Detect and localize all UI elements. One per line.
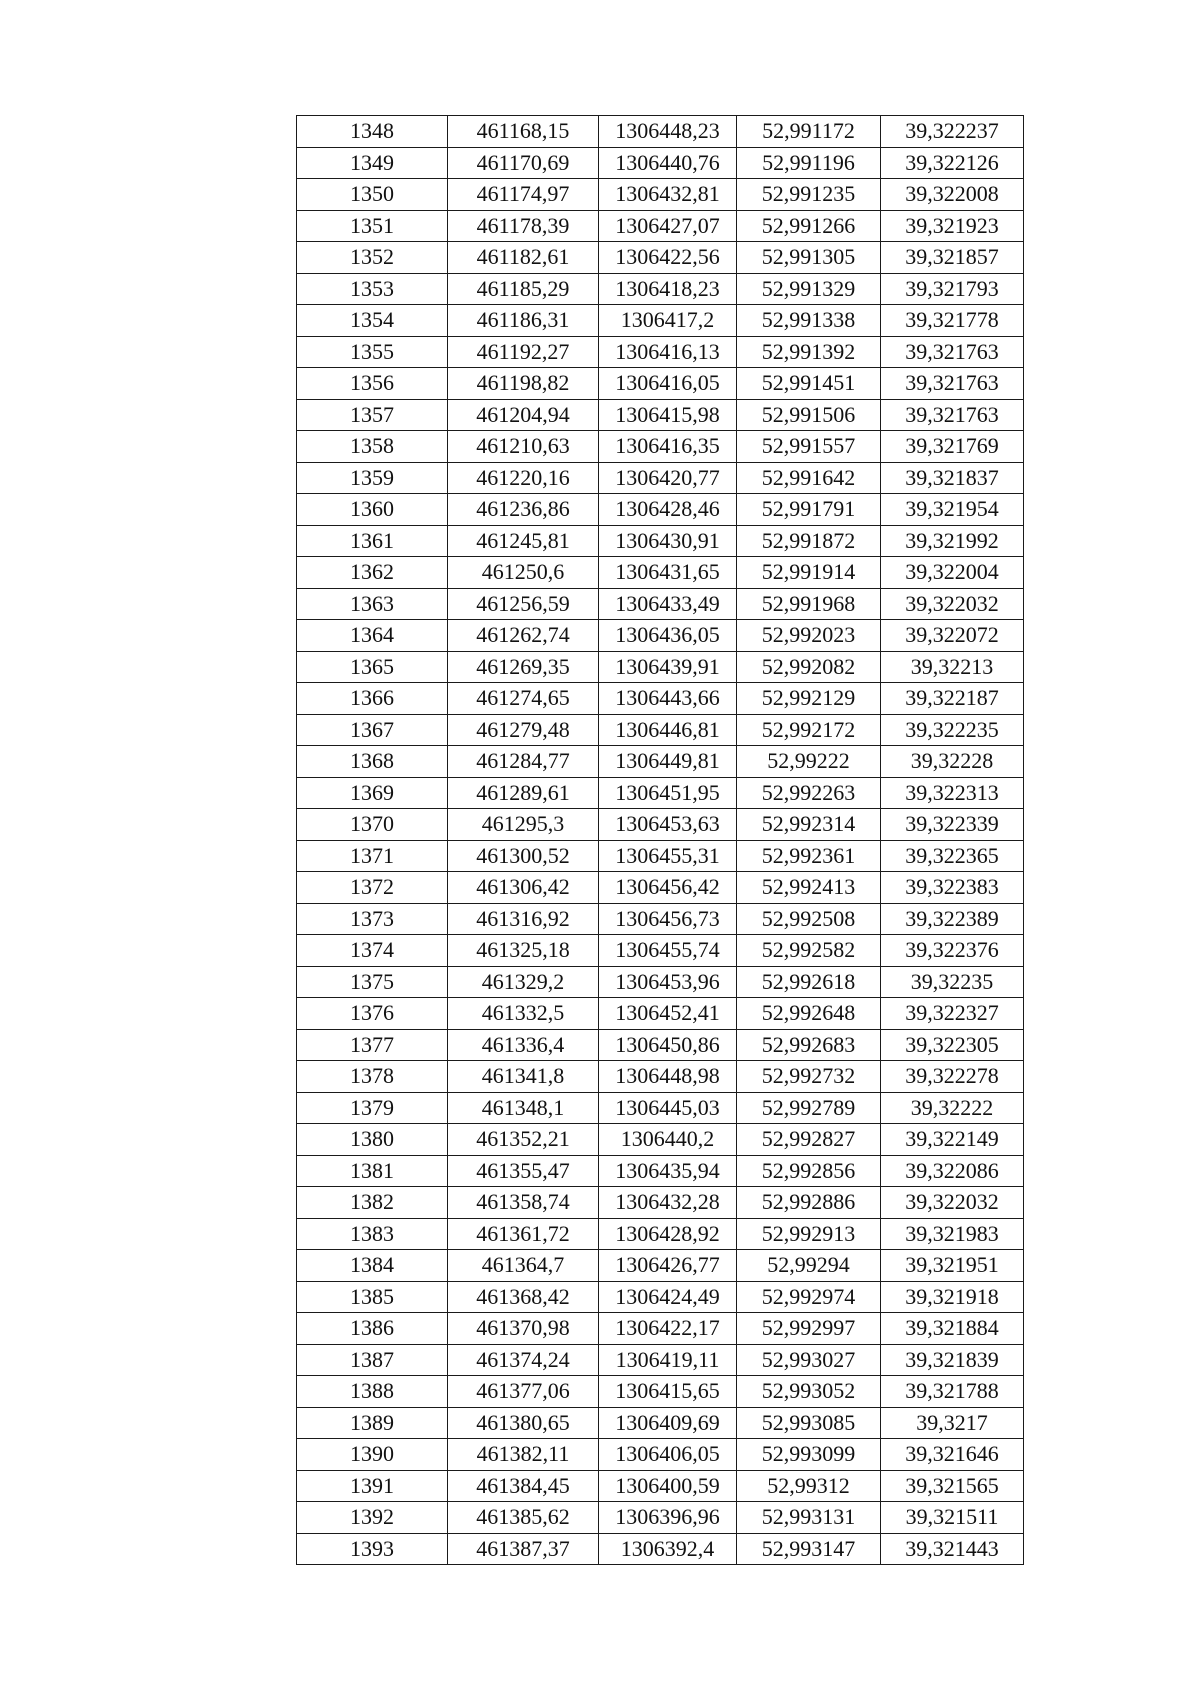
table-row [297,336,1024,368]
x-coordinate-cell: 461329,2 [448,966,599,998]
y-coordinate-cell: 1306450,86 [599,1029,737,1061]
table-row [297,1502,1024,1534]
y-coordinate-cell: 1306416,13 [599,336,737,368]
point-number-cell: 1365 [297,651,448,683]
table-row [297,746,1024,778]
point-number-cell: 1368 [297,746,448,778]
longitude-cell: 39,321511 [881,1502,1024,1534]
table-row [297,210,1024,242]
point-number-cell: 1369 [297,777,448,809]
x-coordinate-cell: 461306,42 [448,872,599,904]
y-coordinate-cell: 1306418,23 [599,273,737,305]
table-row [297,809,1024,841]
x-coordinate-cell: 461385,62 [448,1502,599,1534]
latitude-cell: 52,992361 [737,840,881,872]
y-coordinate-cell: 1306448,23 [599,116,737,148]
point-number-cell: 1380 [297,1124,448,1156]
latitude-cell: 52,992789 [737,1092,881,1124]
table-row [297,1124,1024,1156]
table-row [297,1344,1024,1376]
longitude-cell: 39,321884 [881,1313,1024,1345]
latitude-cell: 52,992974 [737,1281,881,1313]
point-number-cell: 1370 [297,809,448,841]
latitude-cell: 52,992732 [737,1061,881,1093]
latitude-cell: 52,992508 [737,903,881,935]
latitude-cell: 52,99222 [737,746,881,778]
y-coordinate-cell: 1306453,96 [599,966,737,998]
longitude-cell: 39,32228 [881,746,1024,778]
longitude-cell: 39,321763 [881,336,1024,368]
latitude-cell: 52,991451 [737,368,881,400]
point-number-cell: 1360 [297,494,448,526]
point-number-cell: 1386 [297,1313,448,1345]
latitude-cell: 52,991338 [737,305,881,337]
x-coordinate-cell: 461300,52 [448,840,599,872]
latitude-cell: 52,992314 [737,809,881,841]
latitude-cell: 52,992997 [737,1313,881,1345]
point-number-cell: 1387 [297,1344,448,1376]
point-number-cell: 1349 [297,147,448,179]
point-number-cell: 1354 [297,305,448,337]
x-coordinate-cell: 461370,98 [448,1313,599,1345]
y-coordinate-cell: 1306440,76 [599,147,737,179]
longitude-cell: 39,32235 [881,966,1024,998]
y-coordinate-cell: 1306440,2 [599,1124,737,1156]
point-number-cell: 1373 [297,903,448,935]
point-number-cell: 1385 [297,1281,448,1313]
y-coordinate-cell: 1306424,49 [599,1281,737,1313]
point-number-cell: 1371 [297,840,448,872]
x-coordinate-cell: 461185,29 [448,273,599,305]
y-coordinate-cell: 1306427,07 [599,210,737,242]
table-row [297,557,1024,589]
y-coordinate-cell: 1306417,2 [599,305,737,337]
longitude-cell: 39,322004 [881,557,1024,589]
longitude-cell: 39,322305 [881,1029,1024,1061]
table-row [297,777,1024,809]
x-coordinate-cell: 461279,48 [448,714,599,746]
point-number-cell: 1348 [297,116,448,148]
table-row [297,872,1024,904]
x-coordinate-cell: 461269,35 [448,651,599,683]
y-coordinate-cell: 1306443,66 [599,683,737,715]
point-number-cell: 1372 [297,872,448,904]
point-number-cell: 1393 [297,1533,448,1565]
point-number-cell: 1355 [297,336,448,368]
table-row [297,1281,1024,1313]
table-row [297,147,1024,179]
longitude-cell: 39,32213 [881,651,1024,683]
y-coordinate-cell: 1306392,4 [599,1533,737,1565]
latitude-cell: 52,993099 [737,1439,881,1471]
table-row [297,1250,1024,1282]
longitude-cell: 39,321918 [881,1281,1024,1313]
x-coordinate-cell: 461382,11 [448,1439,599,1471]
y-coordinate-cell: 1306432,81 [599,179,737,211]
x-coordinate-cell: 461352,21 [448,1124,599,1156]
longitude-cell: 39,321778 [881,305,1024,337]
table-row [297,1218,1024,1250]
longitude-cell: 39,321951 [881,1250,1024,1282]
longitude-cell: 39,321954 [881,494,1024,526]
x-coordinate-cell: 461170,69 [448,147,599,179]
point-number-cell: 1374 [297,935,448,967]
y-coordinate-cell: 1306430,91 [599,525,737,557]
point-number-cell: 1366 [297,683,448,715]
x-coordinate-cell: 461245,81 [448,525,599,557]
table-row [297,683,1024,715]
latitude-cell: 52,991392 [737,336,881,368]
longitude-cell: 39,322278 [881,1061,1024,1093]
point-number-cell: 1359 [297,462,448,494]
longitude-cell: 39,322086 [881,1155,1024,1187]
y-coordinate-cell: 1306456,73 [599,903,737,935]
longitude-cell: 39,3217 [881,1407,1024,1439]
longitude-cell: 39,322327 [881,998,1024,1030]
latitude-cell: 52,991329 [737,273,881,305]
latitude-cell: 52,993052 [737,1376,881,1408]
point-number-cell: 1367 [297,714,448,746]
coordinate-table-body [297,116,1024,1565]
table-row [297,998,1024,1030]
latitude-cell: 52,991872 [737,525,881,557]
latitude-cell: 52,991791 [737,494,881,526]
y-coordinate-cell: 1306433,49 [599,588,737,620]
longitude-cell: 39,321443 [881,1533,1024,1565]
latitude-cell: 52,992618 [737,966,881,998]
y-coordinate-cell: 1306436,05 [599,620,737,652]
longitude-cell: 39,322339 [881,809,1024,841]
latitude-cell: 52,992582 [737,935,881,967]
table-row [297,1155,1024,1187]
x-coordinate-cell: 461210,63 [448,431,599,463]
longitude-cell: 39,322237 [881,116,1024,148]
point-number-cell: 1377 [297,1029,448,1061]
y-coordinate-cell: 1306428,92 [599,1218,737,1250]
longitude-cell: 39,322072 [881,620,1024,652]
table-row [297,1439,1024,1471]
x-coordinate-cell: 461262,74 [448,620,599,652]
latitude-cell: 52,992683 [737,1029,881,1061]
x-coordinate-cell: 461348,1 [448,1092,599,1124]
longitude-cell: 39,321857 [881,242,1024,274]
y-coordinate-cell: 1306453,63 [599,809,737,841]
point-number-cell: 1351 [297,210,448,242]
point-number-cell: 1383 [297,1218,448,1250]
y-coordinate-cell: 1306455,31 [599,840,737,872]
x-coordinate-cell: 461174,97 [448,179,599,211]
point-number-cell: 1358 [297,431,448,463]
x-coordinate-cell: 461192,27 [448,336,599,368]
longitude-cell: 39,322126 [881,147,1024,179]
latitude-cell: 52,991305 [737,242,881,274]
longitude-cell: 39,322032 [881,1187,1024,1219]
y-coordinate-cell: 1306439,91 [599,651,737,683]
point-number-cell: 1350 [297,179,448,211]
longitude-cell: 39,321763 [881,399,1024,431]
latitude-cell: 52,992129 [737,683,881,715]
latitude-cell: 52,991506 [737,399,881,431]
longitude-cell: 39,322313 [881,777,1024,809]
latitude-cell: 52,991642 [737,462,881,494]
table-row [297,1313,1024,1345]
longitude-cell: 39,322008 [881,179,1024,211]
y-coordinate-cell: 1306419,11 [599,1344,737,1376]
x-coordinate-cell: 461295,3 [448,809,599,841]
table-row [297,462,1024,494]
y-coordinate-cell: 1306426,77 [599,1250,737,1282]
point-number-cell: 1381 [297,1155,448,1187]
y-coordinate-cell: 1306455,74 [599,935,737,967]
x-coordinate-cell: 461274,65 [448,683,599,715]
table-row [297,1470,1024,1502]
point-number-cell: 1357 [297,399,448,431]
x-coordinate-cell: 461368,42 [448,1281,599,1313]
x-coordinate-cell: 461355,47 [448,1155,599,1187]
y-coordinate-cell: 1306415,65 [599,1376,737,1408]
x-coordinate-cell: 461341,8 [448,1061,599,1093]
point-number-cell: 1391 [297,1470,448,1502]
latitude-cell: 52,992023 [737,620,881,652]
table-row [297,399,1024,431]
point-number-cell: 1363 [297,588,448,620]
point-number-cell: 1364 [297,620,448,652]
table-row [297,116,1024,148]
x-coordinate-cell: 461220,16 [448,462,599,494]
point-number-cell: 1362 [297,557,448,589]
longitude-cell: 39,321793 [881,273,1024,305]
longitude-cell: 39,321769 [881,431,1024,463]
latitude-cell: 52,992856 [737,1155,881,1187]
point-number-cell: 1378 [297,1061,448,1093]
point-number-cell: 1382 [297,1187,448,1219]
latitude-cell: 52,991968 [737,588,881,620]
table-row [297,305,1024,337]
latitude-cell: 52,99312 [737,1470,881,1502]
longitude-cell: 39,321565 [881,1470,1024,1502]
longitude-cell: 39,322149 [881,1124,1024,1156]
table-row [297,494,1024,526]
x-coordinate-cell: 461358,74 [448,1187,599,1219]
point-number-cell: 1384 [297,1250,448,1282]
point-number-cell: 1389 [297,1407,448,1439]
y-coordinate-cell: 1306456,42 [599,872,737,904]
table-row [297,1187,1024,1219]
point-number-cell: 1388 [297,1376,448,1408]
latitude-cell: 52,991172 [737,116,881,148]
point-number-cell: 1376 [297,998,448,1030]
x-coordinate-cell: 461250,6 [448,557,599,589]
x-coordinate-cell: 461380,65 [448,1407,599,1439]
x-coordinate-cell: 461198,82 [448,368,599,400]
x-coordinate-cell: 461361,72 [448,1218,599,1250]
latitude-cell: 52,992886 [737,1187,881,1219]
table-row [297,1092,1024,1124]
x-coordinate-cell: 461364,7 [448,1250,599,1282]
longitude-cell: 39,321837 [881,462,1024,494]
latitude-cell: 52,992648 [737,998,881,1030]
x-coordinate-cell: 461204,94 [448,399,599,431]
longitude-cell: 39,32222 [881,1092,1024,1124]
y-coordinate-cell: 1306416,35 [599,431,737,463]
y-coordinate-cell: 1306431,65 [599,557,737,589]
table-row [297,1407,1024,1439]
y-coordinate-cell: 1306420,77 [599,462,737,494]
latitude-cell: 52,991266 [737,210,881,242]
point-number-cell: 1390 [297,1439,448,1471]
longitude-cell: 39,321646 [881,1439,1024,1471]
latitude-cell: 52,992413 [737,872,881,904]
table-row [297,368,1024,400]
point-number-cell: 1379 [297,1092,448,1124]
x-coordinate-cell: 461332,5 [448,998,599,1030]
longitude-cell: 39,322365 [881,840,1024,872]
point-number-cell: 1356 [297,368,448,400]
latitude-cell: 52,992263 [737,777,881,809]
x-coordinate-cell: 461336,4 [448,1029,599,1061]
y-coordinate-cell: 1306409,69 [599,1407,737,1439]
y-coordinate-cell: 1306416,05 [599,368,737,400]
y-coordinate-cell: 1306446,81 [599,714,737,746]
longitude-cell: 39,322235 [881,714,1024,746]
point-number-cell: 1375 [297,966,448,998]
longitude-cell: 39,321788 [881,1376,1024,1408]
table-row [297,620,1024,652]
y-coordinate-cell: 1306432,28 [599,1187,737,1219]
y-coordinate-cell: 1306428,46 [599,494,737,526]
y-coordinate-cell: 1306396,96 [599,1502,737,1534]
y-coordinate-cell: 1306422,17 [599,1313,737,1345]
latitude-cell: 52,99294 [737,1250,881,1282]
latitude-cell: 52,991235 [737,179,881,211]
x-coordinate-cell: 461182,61 [448,242,599,274]
latitude-cell: 52,993147 [737,1533,881,1565]
x-coordinate-cell: 461377,06 [448,1376,599,1408]
table-row [297,1061,1024,1093]
latitude-cell: 52,993027 [737,1344,881,1376]
y-coordinate-cell: 1306449,81 [599,746,737,778]
x-coordinate-cell: 461256,59 [448,588,599,620]
latitude-cell: 52,993131 [737,1502,881,1534]
x-coordinate-cell: 461387,37 [448,1533,599,1565]
latitude-cell: 52,992913 [737,1218,881,1250]
x-coordinate-cell: 461168,15 [448,116,599,148]
table-row [297,840,1024,872]
y-coordinate-cell: 1306415,98 [599,399,737,431]
y-coordinate-cell: 1306400,59 [599,1470,737,1502]
table-row [297,903,1024,935]
latitude-cell: 52,993085 [737,1407,881,1439]
table-row [297,1376,1024,1408]
x-coordinate-cell: 461316,92 [448,903,599,935]
y-coordinate-cell: 1306435,94 [599,1155,737,1187]
y-coordinate-cell: 1306445,03 [599,1092,737,1124]
longitude-cell: 39,321923 [881,210,1024,242]
x-coordinate-cell: 461289,61 [448,777,599,809]
y-coordinate-cell: 1306452,41 [599,998,737,1030]
table-row [297,431,1024,463]
table-row [297,714,1024,746]
latitude-cell: 52,991914 [737,557,881,589]
x-coordinate-cell: 461384,45 [448,1470,599,1502]
table-row [297,242,1024,274]
latitude-cell: 52,991557 [737,431,881,463]
x-coordinate-cell: 461374,24 [448,1344,599,1376]
x-coordinate-cell: 461284,77 [448,746,599,778]
y-coordinate-cell: 1306448,98 [599,1061,737,1093]
table-row [297,651,1024,683]
x-coordinate-cell: 461236,86 [448,494,599,526]
point-number-cell: 1353 [297,273,448,305]
table-row [297,179,1024,211]
x-coordinate-cell: 461325,18 [448,935,599,967]
longitude-cell: 39,321992 [881,525,1024,557]
longitude-cell: 39,321983 [881,1218,1024,1250]
point-number-cell: 1352 [297,242,448,274]
table-row [297,966,1024,998]
table-row [297,525,1024,557]
coordinate-table [296,115,1024,1565]
longitude-cell: 39,322383 [881,872,1024,904]
x-coordinate-cell: 461178,39 [448,210,599,242]
table-row [297,273,1024,305]
y-coordinate-cell: 1306406,05 [599,1439,737,1471]
longitude-cell: 39,322376 [881,935,1024,967]
latitude-cell: 52,992082 [737,651,881,683]
table-row [297,1533,1024,1565]
table-row [297,935,1024,967]
longitude-cell: 39,321763 [881,368,1024,400]
y-coordinate-cell: 1306422,56 [599,242,737,274]
x-coordinate-cell: 461186,31 [448,305,599,337]
latitude-cell: 52,992172 [737,714,881,746]
point-number-cell: 1361 [297,525,448,557]
table-row [297,1029,1024,1061]
latitude-cell: 52,991196 [737,147,881,179]
longitude-cell: 39,322187 [881,683,1024,715]
table-row [297,588,1024,620]
longitude-cell: 39,322032 [881,588,1024,620]
longitude-cell: 39,322389 [881,903,1024,935]
longitude-cell: 39,321839 [881,1344,1024,1376]
latitude-cell: 52,992827 [737,1124,881,1156]
y-coordinate-cell: 1306451,95 [599,777,737,809]
point-number-cell: 1392 [297,1502,448,1534]
